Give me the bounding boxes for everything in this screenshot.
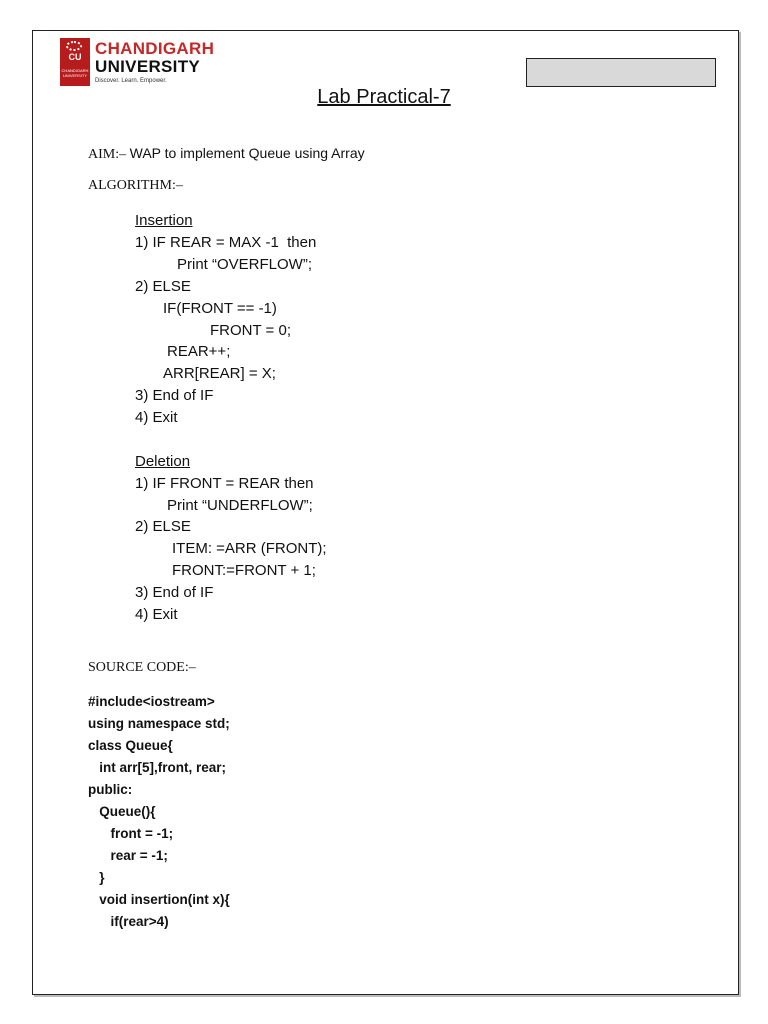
insertion-line: ARR[REAR] = X; — [163, 365, 276, 382]
logo-line-1: CHANDIGARH — [95, 39, 215, 58]
insertion-heading: Insertion — [135, 212, 193, 229]
logo-tagline: Discover. Learn. Empower. — [95, 78, 167, 84]
code-line: int arr[5],front, rear; — [88, 760, 227, 775]
aim-line — [88, 145, 365, 163]
deletion-line: FRONT:=FRONT + 1; — [172, 562, 316, 579]
header-grey-box — [526, 58, 716, 87]
insertion-line: 4) Exit — [135, 409, 178, 426]
deletion-line: 3) End of IF — [135, 584, 214, 601]
insertion-line: 2) ELSE — [135, 278, 191, 295]
insertion-line: REAR++; — [167, 343, 231, 360]
logo-emblem — [60, 38, 90, 86]
insertion-line: FRONT = 0; — [210, 322, 291, 339]
logo-line-2: UNIVERSITY — [95, 57, 201, 76]
insertion-line: 3) End of IF — [135, 387, 214, 404]
logo-monogram: CU — [68, 52, 82, 62]
deletion-line: 4) Exit — [135, 606, 178, 623]
code-line: using namespace std; — [88, 716, 230, 731]
deletion-line: 2) ELSE — [135, 518, 191, 535]
algorithm-label: ALGORITHM:– — [88, 178, 183, 193]
code-line: void insertion(int x){ — [88, 892, 230, 907]
gear-icon — [66, 41, 82, 51]
insertion-line: 1) IF REAR = MAX -1 then — [135, 234, 317, 251]
aim-label: AIM:– — [88, 147, 127, 162]
code-line: rear = -1; — [88, 848, 168, 863]
university-logo — [60, 38, 215, 86]
code-line: public: — [88, 782, 133, 797]
deletion-line: Print “UNDERFLOW”; — [167, 497, 313, 514]
code-line: #include<iostream> — [88, 694, 215, 709]
page-title-text: Lab Practical-7 — [317, 86, 451, 108]
logo-small-text: CHANDIGARH UNIVERSITY — [61, 68, 89, 78]
code-line: class Queue{ — [88, 738, 173, 753]
deletion-heading: Deletion — [135, 453, 191, 470]
source-code-label: SOURCE CODE:– — [88, 660, 196, 675]
aim-text: WAP to implement Queue using Array — [129, 145, 365, 161]
insertion-line: Print “OVERFLOW”; — [177, 256, 313, 273]
code-line: } — [88, 870, 105, 885]
code-line: front = -1; — [88, 826, 174, 841]
deletion-line: 1) IF FRONT = REAR then — [135, 475, 314, 492]
deletion-line: ITEM: =ARR (FRONT); — [172, 540, 327, 557]
code-line: if(rear>4) — [88, 914, 169, 929]
code-line: Queue(){ — [88, 804, 156, 819]
page-title — [0, 86, 768, 109]
insertion-line: IF(FRONT == -1) — [163, 300, 277, 317]
